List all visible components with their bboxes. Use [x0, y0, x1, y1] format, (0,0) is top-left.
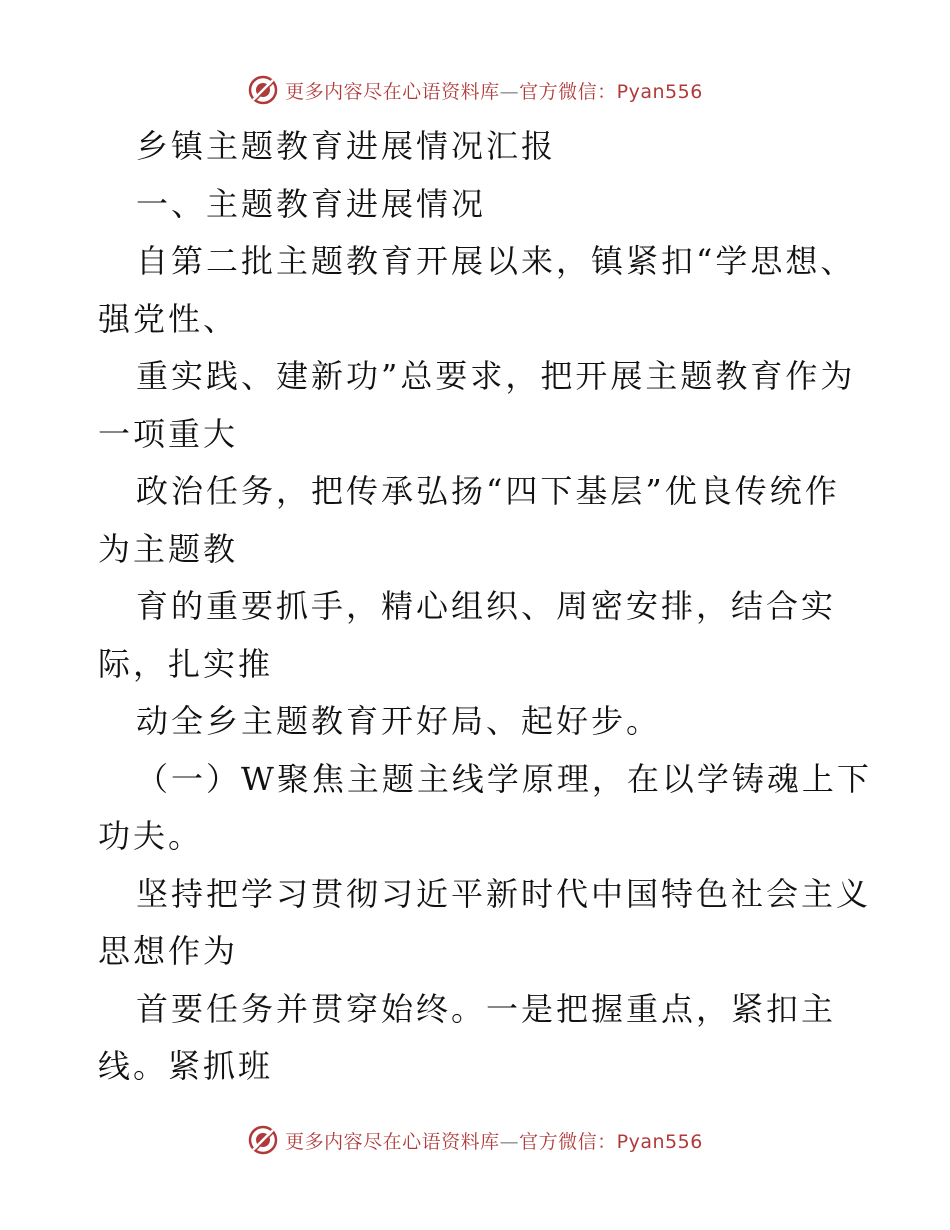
- paragraph-line: 一项重大: [98, 414, 239, 453]
- header-watermark: [0, 70, 950, 110]
- watermark-separator: —: [499, 1130, 520, 1153]
- paragraph-line: 重实践、建新功”总要求，把开展主题教育作为: [136, 357, 856, 395]
- feather-logo-icon: [247, 1124, 279, 1156]
- watermark-brand: 更多内容尽在心语资料库: [285, 1130, 500, 1153]
- paragraph-line: 际，扎实推: [98, 644, 274, 683]
- paragraph-line: 思想作为: [98, 932, 239, 970]
- paragraph-line: 强党性、: [98, 299, 239, 338]
- paragraph-line: 动全乡主题教育开好局、起好步。: [136, 702, 662, 740]
- document-title: 乡镇主题教育进展情况汇报: [136, 127, 557, 165]
- paragraph-line: 首要任务并贯穿始终。一是把握重点，紧扣主: [136, 989, 837, 1028]
- paragraph-line: 育的重要抓手，精心组织、周密安排，结合实: [136, 587, 837, 625]
- paragraph-line: 线。紧抓班: [98, 1047, 274, 1085]
- paragraph-line: 功夫。: [98, 817, 204, 855]
- watermark-separator: —: [499, 80, 520, 103]
- watermark-text: [285, 77, 703, 104]
- watermark-contact: 官方微信：Pyan556: [519, 1130, 703, 1153]
- watermark-text: [285, 1127, 703, 1154]
- watermark-contact: 官方微信：Pyan556: [519, 80, 703, 103]
- feather-logo-icon: [247, 74, 279, 106]
- section-heading: 一、主题教育进展情况: [136, 184, 487, 223]
- footer-watermark: [0, 1120, 950, 1160]
- watermark-brand: 更多内容尽在心语资料库: [285, 80, 500, 103]
- paragraph-line: 坚持把学习贯彻习近平新时代中国特色社会主义: [136, 874, 872, 913]
- document-body: [98, 118, 872, 1096]
- subsection-heading: （一）W聚焦主题主线学原理，在以学铸魂上下: [136, 759, 872, 798]
- paragraph-line: 为主题教: [98, 529, 239, 568]
- paragraph-line: 自第二批主题教育开展以来，镇紧扣“学思想、: [136, 242, 856, 280]
- paragraph-line: 政治任务，把传承弘扬“四下基层”优良传统作: [136, 472, 840, 510]
